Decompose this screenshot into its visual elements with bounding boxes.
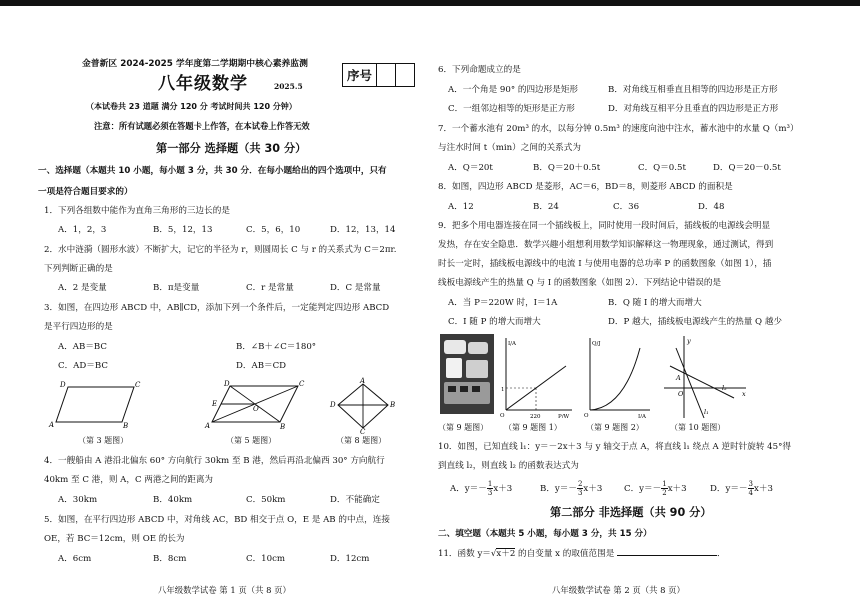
svg-text:D: D <box>224 380 230 388</box>
q9-option-a[interactable]: A．当 P＝220W 时，I＝1A <box>448 298 558 308</box>
svg-text:B: B <box>390 401 396 409</box>
question-2-cont: 下列判断正确的是 <box>44 264 113 274</box>
q3-option-c[interactable]: C．AD＝BC <box>58 361 108 371</box>
question-9-cont1: 发热，存在安全隐患．数学兴趣小组想利用数学知识解释这一物理现象，通过测试，得到 <box>438 240 774 250</box>
graph2-y-label: Q/J <box>592 341 601 347</box>
figure-5-caption: （第 5 题图） <box>226 436 277 445</box>
q3-option-b[interactable]: B．∠B＋∠C＝180° <box>236 342 317 352</box>
q11-prefix: 11．函数 y＝ <box>438 549 491 559</box>
question-9: 9．把多个用电器连接在同一个插线板上，同时使用一段时间后，插线板的电源线会明显 <box>438 221 771 231</box>
svg-text:E: E <box>212 400 218 408</box>
page-2-footer: 八年级数学试卷 第 2 页（共 8 页） <box>552 585 685 595</box>
svg-text:A: A <box>205 422 211 430</box>
q1-option-c[interactable]: C．5，6，10 <box>246 225 301 235</box>
q9-option-b[interactable]: B．Q 随 I 的增大而增大 <box>608 298 702 308</box>
svg-text:C: C <box>135 381 141 389</box>
figure-9-graph-2 <box>584 336 654 418</box>
q10-b-numerator: 2 <box>577 480 583 488</box>
q2-option-a[interactable]: A．2 是变量 <box>58 283 107 293</box>
sequence-cell[interactable] <box>396 64 414 86</box>
q6-option-c[interactable]: C．一组邻边相等的矩形是正方形 <box>448 104 575 114</box>
question-5: 5．如图，在平行四边形 ABCD 中，对角线 AC，BD 相交于点 O，E 是 AB 的中点，连接 <box>44 515 390 525</box>
q10-d-suffix: x＋3 <box>754 484 773 494</box>
figure-9-graph2-caption: （第 9 题图 2） <box>586 423 644 432</box>
choice-instructions-cont: 一项是符合题目要求的） <box>38 187 133 197</box>
q5-option-c[interactable]: C．10cm <box>246 554 286 564</box>
question-4: 4．一艘船由 A 港沿北偏东 60° 方向航行 30km 至 B 港，然后再沿北偏西 30° 方向航行 <box>44 456 385 466</box>
q5-option-b[interactable]: B．8cm <box>153 554 187 564</box>
figure-3-parallelogram <box>48 378 148 428</box>
question-10: 10．如图，已知直线 l₁：y＝－2x＋3 与 y 轴交于点 A，将直线 l₁ 绕点 A 逆时针旋转 45°得 <box>438 442 791 452</box>
q11-end: ． <box>717 549 726 559</box>
q10-d-denominator: 4 <box>748 489 753 497</box>
q8-option-d[interactable]: D．48 <box>698 202 725 212</box>
question-3: 3．如图，在四边形 ABCD 中，AB∥CD，添加下列一个条件后，一定能判定四边形 ABCD <box>44 303 390 313</box>
figure-5-parallelogram <box>198 378 308 430</box>
q5-option-a[interactable]: A．6cm <box>58 554 92 564</box>
q4-option-b[interactable]: B．40km <box>153 495 193 505</box>
graph1-x-label: P/W <box>558 414 570 418</box>
svg-text:A: A <box>360 377 366 385</box>
question-7-cont: 与注水时间 t（min）之间的关系式为 <box>438 143 581 153</box>
figure-9-graph-1 <box>500 336 574 418</box>
q10-a-denominator: 3 <box>487 489 493 497</box>
graph1-y-label: I/A <box>508 341 516 347</box>
graph1-y-tick: 1 <box>501 387 505 393</box>
q10-c-prefix: C．y＝－ <box>624 484 662 494</box>
svg-text:D: D <box>60 381 66 389</box>
page-title: 八年级数学 <box>158 74 248 94</box>
question-2: 2．水中涟漪（圆形水波）不断扩大，记它的半径为 r，则圆周长 C 与 r 的关系式为 C＝2πr. <box>44 245 397 255</box>
notice: 注意：所有试题必须在答题卡上作答，在本试卷上作答无效 <box>94 121 310 131</box>
figure-10-graph <box>660 334 750 420</box>
figure-9-graph1-caption: （第 9 题图 1） <box>504 423 562 432</box>
question-6: 6．下列命题成立的是 <box>438 65 521 75</box>
figure-3-caption: （第 3 题图） <box>78 436 129 445</box>
question-1: 1．下列各组数中能作为直角三角形的三边长的是 <box>44 206 230 216</box>
q10-c-numerator: 1 <box>662 480 667 488</box>
part1-title: 第一部分 选择题（共 30 分） <box>156 142 307 155</box>
q9-option-d[interactable]: D．P 越大，插线板电源线产生的热量 Q 越少 <box>608 317 783 327</box>
q8-option-c[interactable]: C．36 <box>613 202 640 212</box>
q3-option-a[interactable]: A．AB＝BC <box>58 342 107 352</box>
q7-option-b[interactable]: B．Q＝20＋0.5t <box>533 163 601 173</box>
svg-text:C: C <box>299 380 305 388</box>
q2-option-c[interactable]: C．r 是常量 <box>246 283 294 293</box>
q2-option-b[interactable]: B．π是变量 <box>153 283 200 293</box>
q10-b-prefix: B．y＝－ <box>540 484 577 494</box>
exam-date: 2025.5 <box>274 82 303 91</box>
q10-b-denominator: 3 <box>577 489 583 497</box>
svg-text:C: C <box>360 428 366 434</box>
page-1-footer: 八年级数学试卷 第 1 页（共 8 页） <box>158 585 291 595</box>
graph3-x-label: x <box>742 390 746 398</box>
q10-d-prefix: D．y＝－ <box>710 484 748 494</box>
q10-c-suffix: x＋3 <box>667 484 687 494</box>
q10-a-suffix: x＋3 <box>493 484 513 494</box>
exam-info: （本试卷共 23 道题 满分 120 分 考试时间共 120 分钟） <box>86 102 297 111</box>
q10-c-denominator: 2 <box>662 489 667 497</box>
graph2-x-label: I/A <box>638 414 646 418</box>
graph1-origin: O <box>500 413 505 418</box>
q5-option-d[interactable]: D．12cm <box>330 554 370 564</box>
q7-option-c[interactable]: C．Q＝0.5t <box>638 163 686 173</box>
q11-text: 的自变量 x 的取值范围是 <box>515 549 615 559</box>
q10-d-numerator: 3 <box>748 480 753 488</box>
question-9-cont3: 线板电源线产生的热量 Q 与 I 的函数图象（如图 2）．下列结论中错误的是 <box>438 278 722 288</box>
exam-header: 金普新区 2024-2025 学年度第二学期期中核心素养监测 <box>82 59 308 69</box>
q6-option-d[interactable]: D．对角线互相平分且垂直的四边形是正方形 <box>608 104 779 114</box>
question-7: 7．一个蓄水池有 20m³ 的水，以每分钟 0.5m³ 的速度向池中注水，蓄水池中的水量 Q（m³） <box>438 124 799 134</box>
choice-instructions: 一、选择题（本题共 10 小题，每小题 3 分，共 30 分．在每小题给出的四个选项中，只有 <box>38 166 387 176</box>
graph3-point-a: A <box>676 374 681 382</box>
graph3-y-label: y <box>687 337 691 345</box>
question-9-cont2: 时长一定时，插线板电源线中的电流 I 与使用电器的总功率 P 的函数图象（如图 1），插 <box>438 259 772 269</box>
figure-8-caption: （第 8 题图） <box>336 436 387 445</box>
figure-9-photo-caption: （第 9 题图） <box>438 423 489 432</box>
graph2-origin: O <box>584 413 589 418</box>
q7-option-a[interactable]: A．Q＝20t <box>448 163 493 173</box>
q1-option-d[interactable]: D．12，13，14 <box>330 225 396 235</box>
figure-8-rhombus <box>328 376 398 434</box>
q4-option-c[interactable]: C．50km <box>246 495 286 505</box>
top-border <box>0 0 860 6</box>
q10-option-c[interactable] <box>624 480 687 498</box>
q10-option-a[interactable] <box>450 480 512 498</box>
svg-text:D: D <box>330 401 336 409</box>
question-4-cont: 40km 至 C 港，则 A，C 两港之间的距离为 <box>44 475 214 485</box>
graph3-l2-label: l₂ <box>722 384 727 392</box>
part2-title: 第二部分 非选择题（共 90 分） <box>550 506 712 519</box>
svg-text:O: O <box>253 405 259 413</box>
q3-option-d[interactable]: D．AB＝CD <box>236 361 287 371</box>
q2-option-d[interactable]: D．C 是常量 <box>330 283 381 293</box>
graph1-x-tick: 220 <box>530 414 541 418</box>
q11-answer-blank[interactable] <box>617 547 717 556</box>
q1-option-a[interactable]: A．1，2，3 <box>58 225 107 235</box>
sequence-label: 序号 <box>343 64 377 86</box>
page-2 <box>438 14 838 604</box>
question-3-cont: 是平行四边形的是 <box>44 322 113 332</box>
q4-option-a[interactable]: A．30km <box>58 495 98 505</box>
q6-option-a[interactable]: A．一个角是 90° 的四边形是矩形 <box>448 85 579 95</box>
q10-option-b[interactable] <box>540 480 602 498</box>
sequence-cell[interactable] <box>377 64 396 86</box>
sequence-number-box <box>342 63 415 87</box>
figure-10-caption: （第 10 题图） <box>670 423 726 432</box>
svg-text:B: B <box>123 422 129 428</box>
q10-option-d[interactable] <box>710 480 773 498</box>
q6-option-b[interactable]: B．对角线互相垂直且相等的四边形是正方形 <box>608 85 778 95</box>
question-10-cont: 到直线 l₂，则直线 l₂ 的函数表达式为 <box>438 461 579 471</box>
q11-radicand: x＋2 <box>496 549 516 559</box>
q8-option-a[interactable]: A．12 <box>448 202 474 212</box>
question-11: 11．函数 y＝√x＋2 的自变量 x 的取值范围是 ． <box>438 549 726 559</box>
question-8: 8．如图，四边形 ABCD 是菱形，AC＝6，BD＝8，则菱形 ABCD 的面积是 <box>438 182 733 192</box>
svg-text:B: B <box>280 423 286 430</box>
q1-option-b[interactable]: B．5，12，13 <box>153 225 213 235</box>
q7-option-d[interactable]: D．Q＝20－0.5t <box>713 163 781 173</box>
q8-option-b[interactable]: B．24 <box>533 202 559 212</box>
graph3-l1-label: l₁ <box>704 408 709 416</box>
graph3-origin: O <box>678 390 684 398</box>
q10-a-numerator: 1 <box>487 480 493 488</box>
question-5-cont: OE，若 BC＝12cm，则 OE 的长为 <box>44 534 185 544</box>
q10-b-suffix: x＋3 <box>583 484 603 494</box>
q10-a-prefix: A．y＝－ <box>450 484 487 494</box>
fill-in-instructions: 二、填空题（本题共 5 小题，每小题 3 分，共 15 分） <box>438 529 652 539</box>
figure-9-photo <box>440 334 494 414</box>
q4-option-d[interactable]: D．不能确定 <box>330 495 380 505</box>
q9-option-c[interactable]: C．I 随 P 的增大而增大 <box>448 317 541 327</box>
page-1 <box>38 14 430 604</box>
svg-text:A: A <box>49 421 55 428</box>
